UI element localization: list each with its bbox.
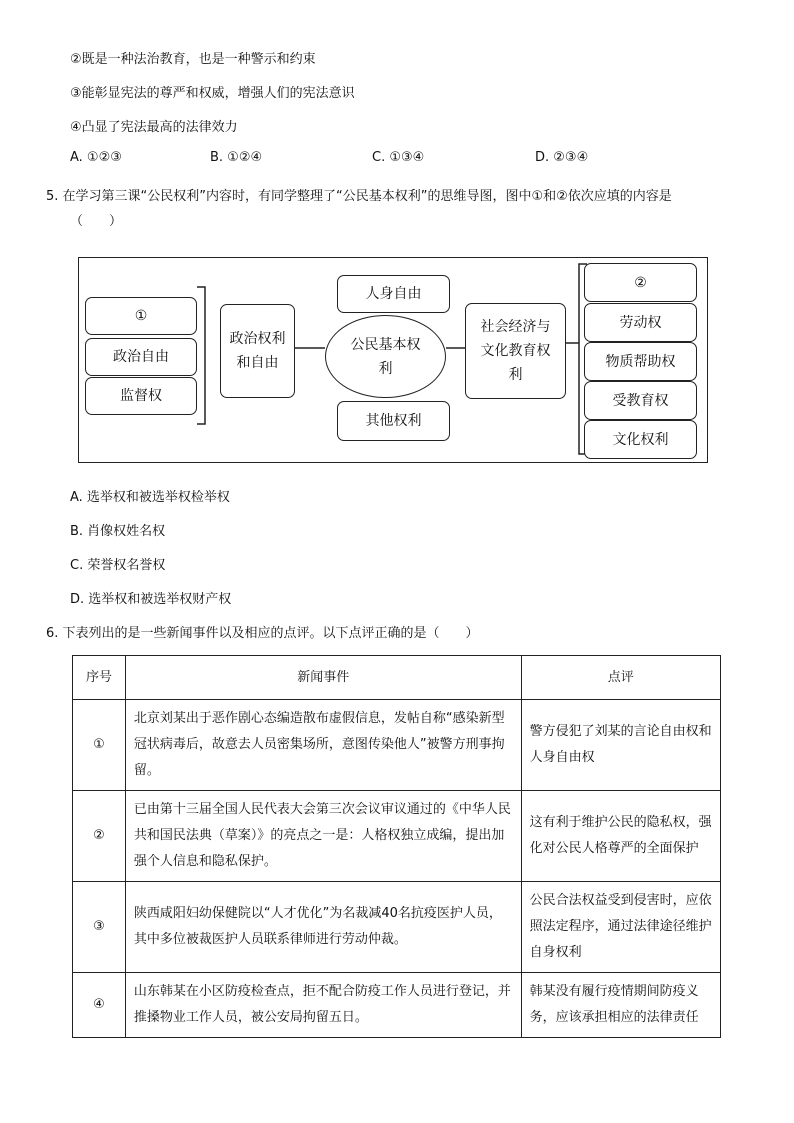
q5-option-c: C. 荣誉权名誉权 xyxy=(70,558,166,573)
left-box-supervision: 监督权 xyxy=(85,377,197,415)
q5-stem: 5. 在学习第三课“公民权利”内容时，有同学整理了“公民基本权利”的思维导图，图中①和②依次应填的内容是 xyxy=(46,189,672,204)
right-box-culture: 文化权利 xyxy=(584,420,697,459)
q4-option-a: A. ①②③ xyxy=(70,150,122,165)
q4-item-2: ②既是一种法治教育，也是一种警示和约束 xyxy=(70,52,316,67)
table-row xyxy=(73,791,721,882)
q4-item-3: ③能彰显宪法的尊严和权威，增强人们的宪法意识 xyxy=(70,86,355,101)
table-header-row xyxy=(73,656,721,700)
news-table xyxy=(72,655,721,1038)
q4-option-c: C. ①③④ xyxy=(372,150,425,165)
row-event: 山东韩某在小区防疫检查点，拒不配合防疫工作人员进行登记，并推搡物业工作人员，被公安局拘留五日。 xyxy=(125,973,521,1038)
q5-option-b: B. 肖像权姓名权 xyxy=(70,524,166,539)
header-comment: 点评 xyxy=(521,656,720,700)
row-number: ① xyxy=(73,700,126,791)
row-comment: 公民合法权益受到侵害时，应依照法定程序，通过法律途径维护自身权利 xyxy=(521,882,720,973)
row-comment: 警方侵犯了刘某的言论自由权和人身自由权 xyxy=(521,700,720,791)
q4-item-4: ④凸显了宪法最高的法律效力 xyxy=(70,120,238,135)
row-comment: 这有利于维护公民的隐私权，强化对公民人格尊严的全面保护 xyxy=(521,791,720,882)
right-box-material-aid: 物质帮助权 xyxy=(584,342,697,381)
q5-option-a: A. 选举权和被选举权检举权 xyxy=(70,490,230,505)
row-event: 已由第十三届全国人民代表大会第三次会议审议通过的《中华人民共和国民法典（草案）》的亮点之一是：人格权独立成编，提出加强个人信息和隐私保护。 xyxy=(125,791,521,882)
row-event: 陕西咸阳妇幼保健院以“人才优化”为名裁减40名抗疫医护人员，其中多位被裁医护人员联系律师进行劳动仲裁。 xyxy=(125,882,521,973)
table-row xyxy=(73,973,721,1038)
other-rights-node: 其他权利 xyxy=(337,401,450,441)
social-economic-rights-node: 社会经济与文化教育权利 xyxy=(465,303,566,399)
personal-freedom-node: 人身自由 xyxy=(337,275,450,313)
row-comment: 韩某没有履行疫情期间防疫义务，应该承担相应的法律责任 xyxy=(521,973,720,1038)
q5-option-d: D. 选举权和被选举权财产权 xyxy=(70,592,232,607)
row-number: ④ xyxy=(73,973,126,1038)
q6-stem: 6. 下表列出的是一些新闻事件以及相应的点评。以下点评正确的是（ ） xyxy=(46,626,479,641)
q4-option-d: D. ②③④ xyxy=(535,150,589,165)
row-number: ② xyxy=(73,791,126,882)
table-row xyxy=(73,882,721,973)
mind-map-diagram xyxy=(78,257,708,463)
right-box-labor: 劳动权 xyxy=(584,303,697,342)
table-row xyxy=(73,700,721,791)
political-rights-node: 政治权利和自由 xyxy=(220,304,295,398)
row-number: ③ xyxy=(73,882,126,973)
q4-option-b: B. ①②④ xyxy=(210,150,263,165)
left-box-political-freedom: 政治自由 xyxy=(85,338,197,376)
q5-answer-paren: （ ） xyxy=(70,214,123,229)
right-box-blank-2: ② xyxy=(584,263,697,302)
center-basic-rights-node: 公民基本权利 xyxy=(325,315,446,398)
left-bracket xyxy=(197,287,205,424)
left-box-blank-1: ① xyxy=(85,297,197,335)
header-number: 序号 xyxy=(73,656,126,700)
right-box-education: 受教育权 xyxy=(584,381,697,420)
row-event: 北京刘某出于恶作剧心态编造散布虚假信息，发帖自称“感染新型冠状病毒后，故意去人员密集场所，意图传染他人”被警方刑事拘留。 xyxy=(125,700,521,791)
header-event: 新闻事件 xyxy=(125,656,521,700)
